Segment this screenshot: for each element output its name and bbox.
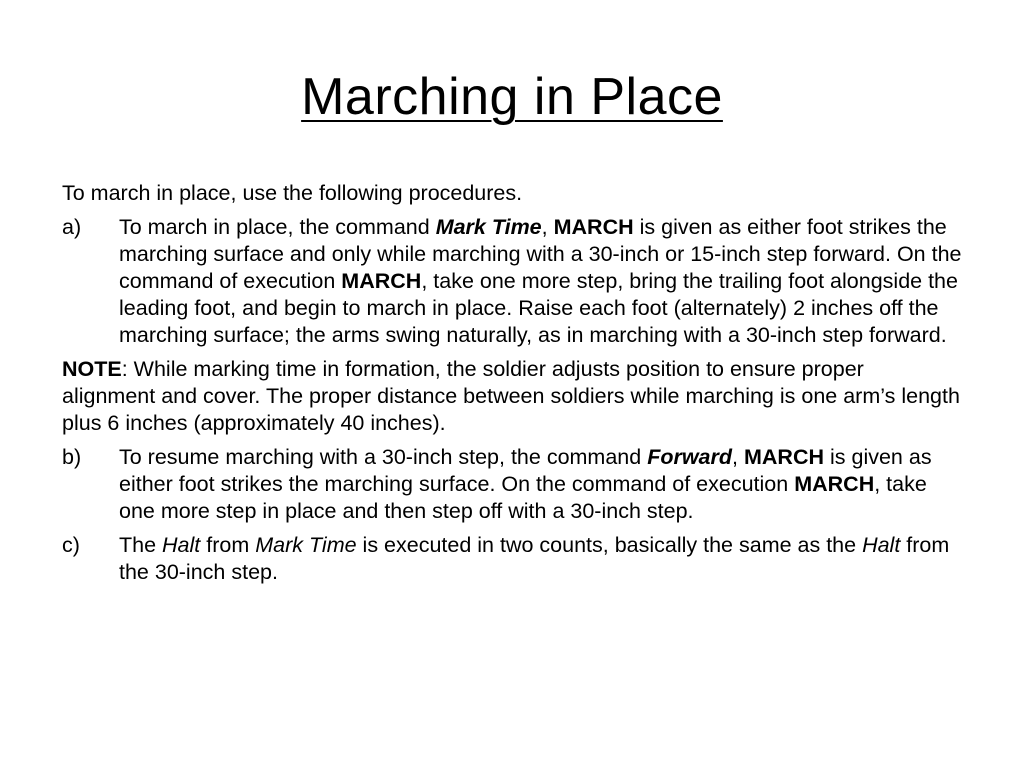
text-run: is executed in two counts, basically the same as the xyxy=(356,533,863,557)
text-run: To resume marching with a 30-inch step, the command xyxy=(119,445,648,469)
command-text: MARCH xyxy=(743,445,825,469)
list-marker: a) xyxy=(62,215,82,239)
slide-body xyxy=(62,180,962,593)
slide-title: Marching in Place xyxy=(301,68,723,126)
text-run: is given as either foot strikes the marching surface and only while marching with a 30-inch or 15-inch step forward. On the command of execution xyxy=(119,215,962,293)
command-text: MARCH xyxy=(794,472,875,496)
italic-term: Halt xyxy=(162,533,201,557)
command-text: MARCH xyxy=(341,269,422,293)
note-text: : While marking time in formation, the soldier adjusts position to ensure proper alignment and cover. The proper distance between soldiers while marching is one arm’s length plus 6 inches (approximately 40 inches). xyxy=(62,357,960,435)
text-run: , xyxy=(541,215,554,239)
list-item-a xyxy=(62,214,962,349)
list-marker: c) xyxy=(62,533,80,557)
command-text: Mark Time xyxy=(435,215,542,239)
list-marker: b) xyxy=(62,445,82,469)
text-run: , take one more step, bring the trailing foot alongside the leading foot, and begin to march in place. Raise each foot (alternately) 2 inches off the marching surface; the arms swing naturally, as in marching with a 30-inch step forward. xyxy=(119,269,958,347)
command-text: Forward xyxy=(647,445,733,469)
text-run: from xyxy=(200,533,256,557)
note-paragraph xyxy=(62,356,962,437)
text-run: To march in place, the command xyxy=(119,215,436,239)
list-item-text xyxy=(119,214,962,349)
list-item-c xyxy=(62,532,962,586)
italic-term: Halt xyxy=(862,533,901,557)
italic-term: Mark Time xyxy=(255,533,357,557)
list-item-b xyxy=(62,444,962,525)
intro-paragraph: To march in place, use the following procedures. xyxy=(62,181,523,205)
command-text: MARCH xyxy=(553,215,634,239)
text-run: The xyxy=(119,533,163,557)
text-run: , xyxy=(732,445,744,469)
list-item-text xyxy=(119,444,962,525)
text-run: is given as either foot strikes the marching surface. On the command of execution xyxy=(119,445,932,496)
list-item-text xyxy=(119,532,962,586)
note-label: NOTE xyxy=(62,357,122,381)
text-run: from the 30-inch step. xyxy=(119,533,950,584)
text-run: , take one more step in place and then step off with a 30-inch step. xyxy=(119,472,927,523)
